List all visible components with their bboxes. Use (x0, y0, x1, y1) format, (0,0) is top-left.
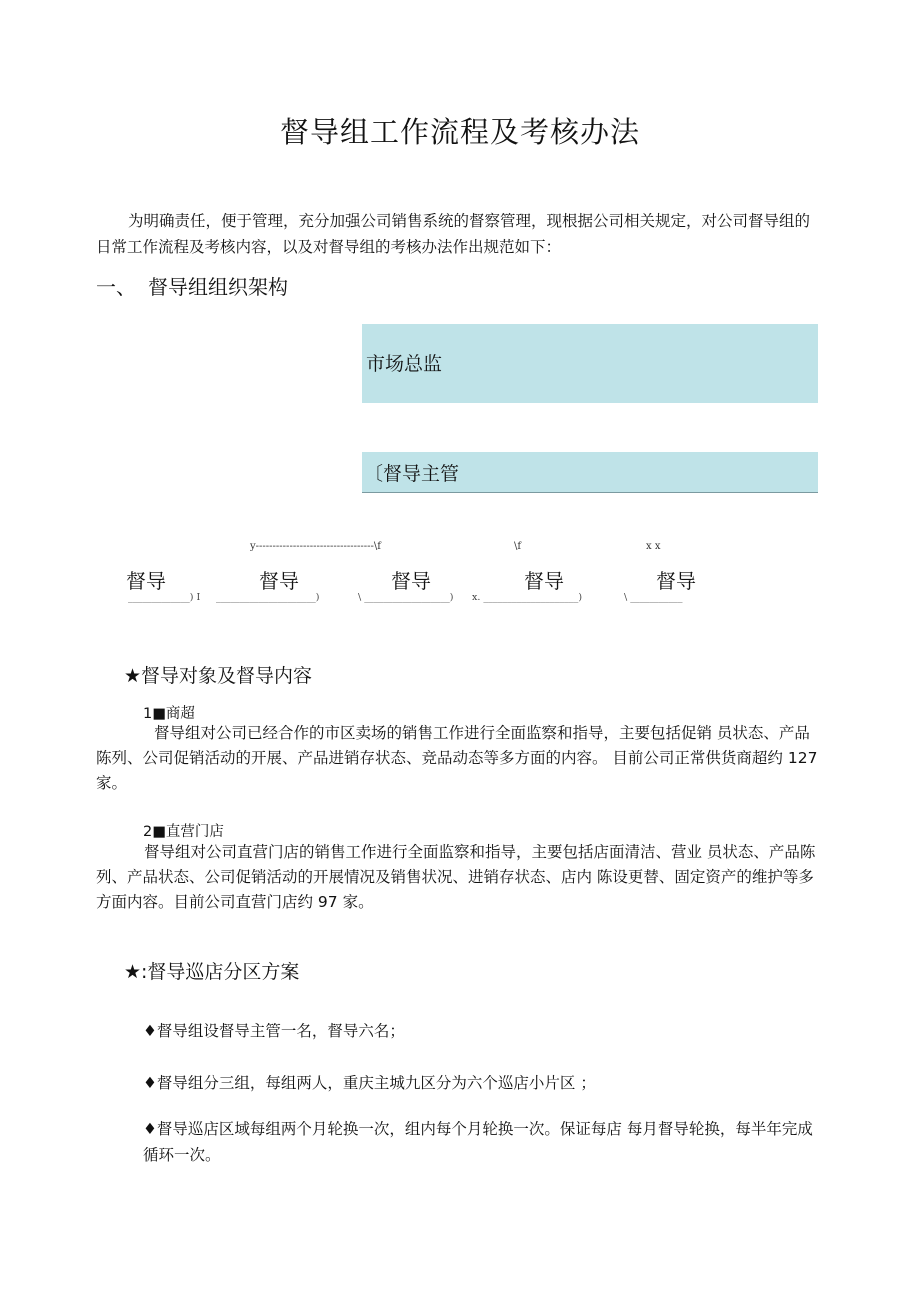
item-label-direct-store: 2■直营门店 (143, 824, 224, 840)
intro-paragraph: 为明确责任，便于管理，充分加强公司销售系统的督察管理，现根据公司相关规定，对公司督导组的日常工作流程及考核内容，以及对督导组的考核办法作出规范如下： (96, 212, 811, 256)
org-supervisor-node: 督导 (126, 569, 166, 593)
org-box-label: 市场总监 (366, 353, 443, 375)
org-underline: x. ____________________) (472, 592, 583, 603)
item-text-supermarket: 督导组对公司已经合作的市区卖场的销售工作进行全面监察和指导，主要包括促销 员状态、产品陈列、公司促销活动的开展、产品进销存状态、竞品动态等多方面的内容。 目前公司正常供货商超约 127 家。 (96, 724, 818, 792)
org-supervisor-node: 督导 (656, 569, 696, 593)
item-label-supermarket: 1■商超 (143, 706, 195, 722)
section-heading-org (96, 271, 288, 300)
org-supervisor-node: 督导 (259, 569, 299, 593)
org-connector-fragment: y-----------------------------------\f (250, 541, 381, 552)
section-heading-patrol: ★:督导巡店分区方案 (124, 961, 300, 983)
org-supervisor-node: 督导 (391, 569, 431, 593)
section-number: 一、 (96, 275, 136, 299)
item-text-direct-store: 督导组对公司直营门店的销售工作进行全面监察和指导，主要包括店面清洁、营业 员状态、产品陈列、产品状态、公司促销活动的开展情况及销售状况、进销存状态、店内 陈设更替、固定资产的维护等多方面内容。目前公司直营门店约 97 家。 (96, 843, 816, 911)
section-heading-objects: ★督导对象及督导内容 (124, 665, 313, 687)
org-connector-fragment: x x (646, 541, 661, 552)
org-underline: \ ___________ (624, 592, 683, 603)
org-supervisor-node: 督导 (524, 569, 564, 593)
section-title: 督导组组织架构 (148, 275, 288, 299)
org-connector-fragment: \f (514, 541, 522, 552)
org-underline: _____________) I (128, 592, 201, 603)
list-item: ♦督导组设督导主管一名，督导六名； (143, 1022, 405, 1040)
list-item: ♦督导巡店区域每组两个月轮换一次，组内每个月轮换一次。保证每店 每月督导轮换，每半年完成循环一次。 (143, 1120, 813, 1164)
org-underline: \ __________________) (358, 592, 454, 603)
list-item: ♦督导组分三组，每组两人，重庆主城九区分为六个巡店小片区 ； (143, 1074, 596, 1092)
org-box-label: 〔督导主管 (364, 463, 460, 485)
org-box-supervisor-lead (362, 452, 818, 493)
org-box-market-director (362, 324, 818, 403)
page-title: 督导组工作流程及考核办法 (279, 115, 640, 149)
org-underline: _____________________) (216, 592, 320, 603)
